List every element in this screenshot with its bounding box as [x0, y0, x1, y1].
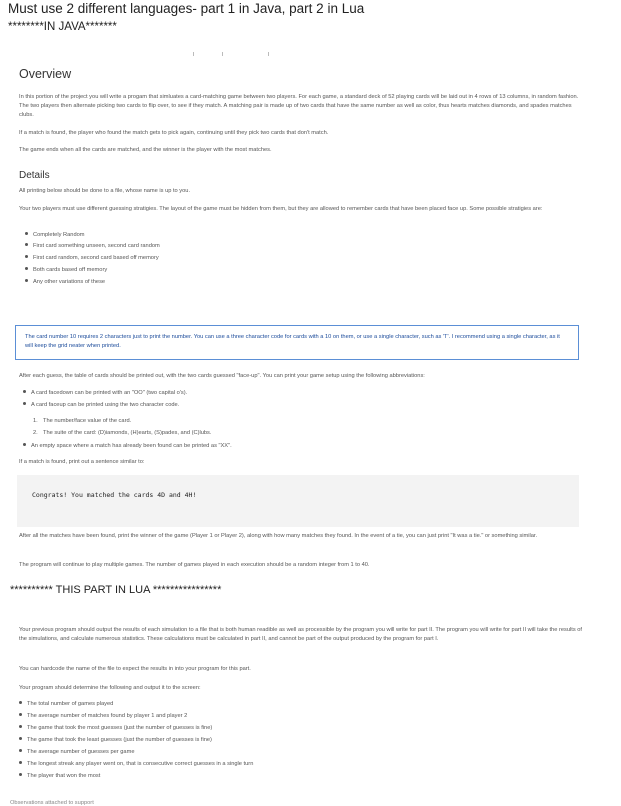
java-heading: ********IN JAVA******* — [8, 21, 117, 33]
list-item: Any other variations of these — [25, 279, 105, 286]
body-paragraph: If a match is found, print out a sentence similar to: — [19, 459, 145, 465]
list-item: An empty space where a match has already been found can be printed as "XX". — [23, 443, 232, 450]
divider-tick — [193, 52, 194, 56]
list-item: A card facedown can be printed with an "OO" (two capital o's). — [23, 390, 187, 397]
list-item: The game that took the most guesses (just the number of guesses is fine) — [19, 725, 212, 732]
numbered-item: 2. The suite of the card: (D)iamonds, (H)earts, (S)pades, and (C)lubs. — [33, 430, 212, 436]
list-item: Both cards based off memory — [25, 267, 107, 274]
list-item: The longest streak any player went on, that is consecutive correct guesses in a single turn — [19, 761, 253, 768]
list-item: A card faceup can be printed using the two character code. — [23, 402, 179, 409]
lua-heading: ********** THIS PART IN LUA **************** — [10, 584, 222, 596]
overview-paragraph: If a match is found, the player who found the match gets to pick again, continuing until they pick two cards that don't match. — [19, 130, 329, 136]
code-text: Congrats! You matched the cards 4D and 4H! — [32, 491, 197, 499]
list-item: First card something unseen, second card random — [25, 243, 160, 250]
list-item: The average number of guesses per game — [19, 749, 135, 756]
details-heading: Details — [19, 170, 50, 181]
list-item: The average number of matches found by player 1 and player 2 — [19, 713, 187, 720]
details-paragraph: All printing below should be done to a file, whose name is up to you. — [19, 188, 191, 194]
body-paragraph: You can hardcode the name of the file to expect the results in into your program for this part. — [19, 666, 251, 672]
body-paragraph: After all the matches have been found, print the winner of the game (Player 1 or Player 2), along with how many matches they found. In the event of a tie, you can just print "It was a tie." or something similar. — [19, 533, 538, 539]
body-paragraph: Your previous program should output the results of each simulation to a file that is both human readible as well as processible by the program you will write for part II. The program you will write for part II will take the results of the simulations, and calculate numerous statistics. These calculations must be calculated in part II, and cannot be part of the output produced by the program for part I. — [19, 627, 583, 642]
divider-tick — [268, 52, 269, 56]
info-callout: The card number 10 requires 2 characters just to print the number. You can use a three character code for cards with a 10 on them, or use a single character, such as 'T'. I recommend using a single character, as it will keep the grid neater when printed. — [15, 325, 579, 360]
overview-heading: Overview — [19, 67, 72, 81]
list-item: The player that won the most — [19, 773, 100, 780]
body-paragraph: The program will continue to play multiple games. The number of games played in each execution should be a random integer from 1 to 40. — [19, 562, 370, 568]
page-title: Must use 2 different languages- part 1 in Java, part 2 in Lua — [8, 1, 365, 16]
details-paragraph: Your two players must use different guessing stratigies. The layout of the game must be hidden from them, but they are allowed to remember cards that have been placed face up. Some possible stratigies are: — [19, 206, 543, 212]
list-item: First card random, second card based off memory — [25, 255, 159, 262]
list-item: The game that took the least guesses (just the number of guesses is fine) — [19, 737, 212, 744]
cutoff-text: Observations attached to support — [10, 800, 94, 806]
numbered-item: 1. The number/face value of the card. — [33, 418, 132, 424]
overview-paragraph: The game ends when all the cards are matched, and the winner is the player with the most matches. — [19, 147, 272, 153]
overview-paragraph: In this portion of the project you will write a progam that simluates a card-matching game between two players. For each game, a standard deck of 52 playing cards will be laid out in 4 rows of 13 columns, in random fashion. The two players then alternate picking two cards to flip over, to see if they match. A matching pair is made up of two cards that have the same number as well as color, thus hearts matches diamonds, and spades matches clubs. — [19, 94, 579, 118]
divider-tick — [222, 52, 223, 56]
list-item: Completely Random — [25, 232, 85, 239]
code-block — [17, 475, 579, 527]
list-item: The total number of games played — [19, 701, 113, 708]
body-paragraph: After each guess, the table of cards should be printed out, with the two cards guessed "face-up". You can print your game setup using the following abbreviations: — [19, 373, 425, 379]
body-paragraph: Your program should determine the following and output it to the screen: — [19, 685, 201, 691]
